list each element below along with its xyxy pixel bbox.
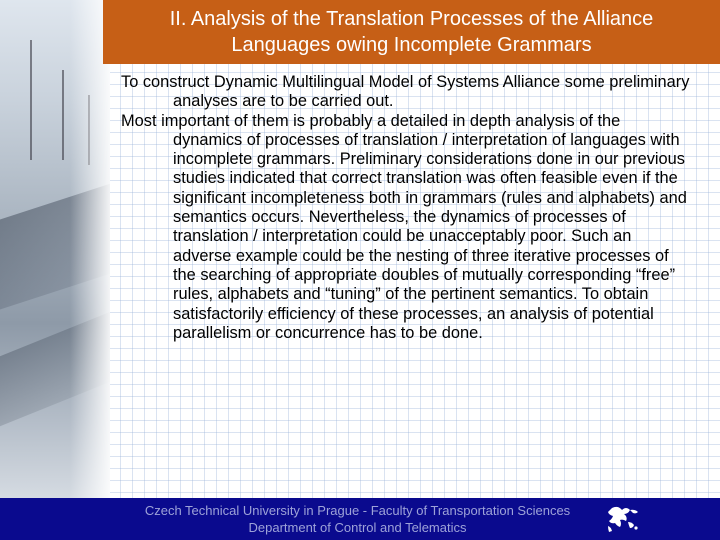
photo-pole [62,70,64,160]
footer-text [110,502,605,536]
photo-pole [30,40,32,160]
slide-title-line-2: Languages owing Incomplete Grammars [231,34,592,56]
footer-department: Department of Control and Telematics [248,520,467,535]
footer-institution: Czech Technical University in Prague - Faculty of Transportation Sciences [144,503,571,518]
photo-fade [70,0,110,498]
lion-logo-icon [600,500,644,538]
header-photo [0,0,110,498]
slide-footer [0,498,720,540]
slide-title-line-1: II. Analysis of the Translation Processes of the Alliance [169,8,654,30]
body-paragraph-2: Most important of them is probably a detailed in depth analysis of the dynamics of processes of translation / interpretation of languages with incomplete grammars. Preliminary considerations done in our previous studies indicated that correct translation was often feasible even if the significant incompleteness both in grammars (rules and alphabets) and semantics occurs. Nevertheless, the dynamics of processes of translation / interpretation could be unacceptably poor. Such an adverse example could be the nesting of three iterative processes of the searching of appropriate doubles of mutually corresponding “free” rules, alphabets and “tuning” of the pertinent semantics. To obtain satisfactorily efficiency of these processes, an analysis of potential parallelism or concurrence has to be done. [121,111,687,342]
body-paragraph-1: To construct Dynamic Multilingual Model of Systems Alliance some preliminary analyses are to be carried out. [121,73,690,111]
slide-body [121,73,693,343]
slide-title [103,0,720,64]
